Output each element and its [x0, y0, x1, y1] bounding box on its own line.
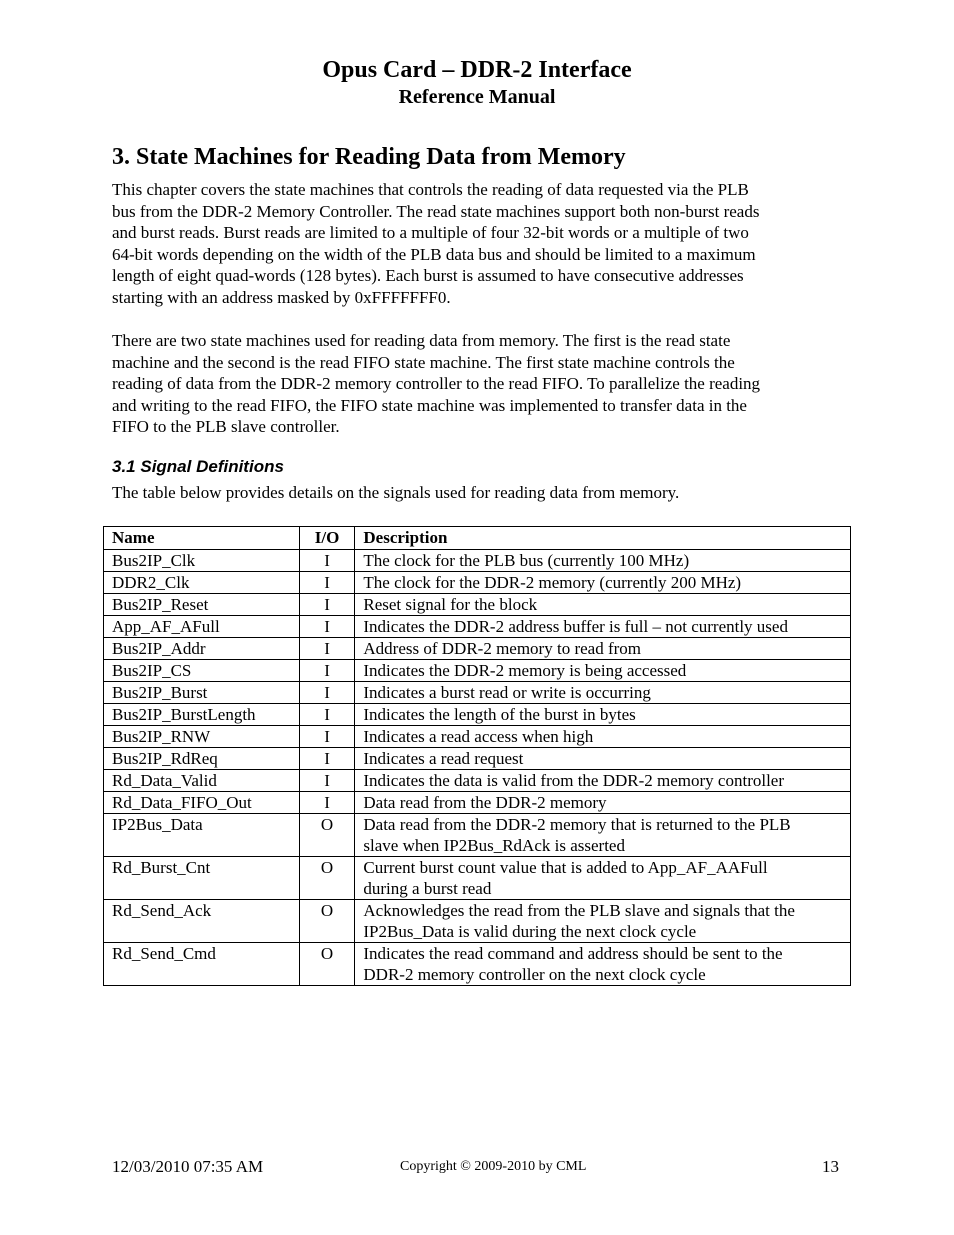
state-machines-paragraph — [112, 330, 847, 438]
signal-name: Bus2IP_CS — [104, 660, 300, 682]
footer-date: 12/03/2010 07:35 AM — [112, 1157, 264, 1176]
table-intro: The table below provides details on the signals used for reading data from memory. — [112, 483, 680, 502]
description-line: Data read from the DDR-2 memory that is returned to the PLB — [363, 815, 791, 834]
table-row — [104, 572, 851, 594]
signal-description — [355, 616, 851, 638]
signal-name: App_AF_AFull — [104, 616, 300, 638]
description-line: The clock for the DDR-2 memory (currently 200 MHz) — [363, 573, 742, 592]
signal-name: Rd_Send_Cmd — [104, 943, 300, 986]
signal-description — [355, 594, 851, 616]
signal-name: Bus2IP_Reset — [104, 594, 300, 616]
table-row — [104, 792, 851, 814]
signal-description — [355, 792, 851, 814]
description-line: Indicates a read request — [363, 749, 524, 768]
description-line: during a burst read — [363, 879, 492, 898]
signal-description — [355, 900, 851, 943]
signal-io: I — [299, 594, 355, 616]
paragraph-line: This chapter covers the state machines that controls the reading of data requested via the PLB — [112, 180, 749, 199]
table-header-row — [104, 527, 851, 550]
description-line: slave when IP2Bus_RdAck is asserted — [363, 836, 625, 855]
signal-io: I — [299, 748, 355, 770]
signal-description — [355, 660, 851, 682]
table-row — [104, 726, 851, 748]
signal-name: Rd_Data_Valid — [104, 770, 300, 792]
signal-description — [355, 726, 851, 748]
description-line: Acknowledges the read from the PLB slave and signals that the — [363, 901, 795, 920]
paragraph-line: starting with an address masked by 0xFFFFFFF0. — [112, 287, 451, 307]
signal-io: O — [299, 857, 355, 900]
description-line: Indicates the DDR-2 memory is being accessed — [363, 661, 687, 680]
signal-name: Bus2IP_Clk — [104, 550, 300, 572]
table-body — [104, 550, 851, 986]
signal-io: I — [299, 638, 355, 660]
table-row — [104, 704, 851, 726]
signal-io: O — [299, 814, 355, 857]
table-row — [104, 638, 851, 660]
signal-io: I — [299, 616, 355, 638]
signal-description — [355, 857, 851, 900]
signal-io: I — [299, 550, 355, 572]
table-row — [104, 814, 851, 857]
signal-description — [355, 770, 851, 792]
description-line: The clock for the PLB bus (currently 100 MHz) — [363, 551, 690, 570]
paragraph-line: reading of data from the DDR-2 memory controller to the read FIFO. To parallelize the reading — [112, 374, 761, 393]
paragraph-line: length of eight quad-words (128 bytes). Each burst is assumed to have consecutive addresses — [112, 266, 744, 285]
description-line: Indicates the length of the burst in bytes — [363, 705, 636, 724]
signal-io: I — [299, 660, 355, 682]
signal-io: I — [299, 726, 355, 748]
table-row — [104, 900, 851, 943]
paragraph-line: machine and the second is the read FIFO state machine. The first state machine controls the — [112, 352, 735, 372]
section-heading: 3. State Machines for Reading Data from Memory — [112, 144, 626, 170]
signal-name: Bus2IP_RNW — [104, 726, 300, 748]
signal-name: Bus2IP_Addr — [104, 638, 300, 660]
intro-paragraph — [112, 179, 847, 308]
description-line: DDR-2 memory controller on the next clock cycle — [363, 965, 706, 984]
signal-description — [355, 550, 851, 572]
description-line: Indicates a read access when high — [363, 727, 594, 746]
signal-description — [355, 704, 851, 726]
signal-io: I — [299, 572, 355, 594]
table-row — [104, 550, 851, 572]
document-title: Opus Card – DDR-2 Interface — [322, 57, 632, 83]
subsection-heading: 3.1 Signal Definitions — [112, 457, 284, 476]
signal-name: Bus2IP_BurstLength — [104, 704, 300, 726]
signal-description — [355, 748, 851, 770]
table-row — [104, 857, 851, 900]
description-line: Indicates a burst read or write is occurring — [363, 683, 651, 702]
signal-io: O — [299, 943, 355, 986]
signal-description — [355, 682, 851, 704]
signal-name: Bus2IP_RdReq — [104, 748, 300, 770]
description-line: IP2Bus_Data is valid during the next clock cycle — [363, 922, 697, 941]
paragraph-line: There are two state machines used for reading data from memory. The first is the read state — [112, 331, 731, 350]
signal-name: IP2Bus_Data — [104, 814, 300, 857]
document-subtitle: Reference Manual — [398, 86, 556, 108]
header-description: Description — [355, 527, 851, 550]
description-line: Data read from the DDR-2 memory — [363, 793, 607, 812]
paragraph-line: 64-bit words depending on the width of the PLB data bus and should be limited to a maximum — [112, 244, 756, 264]
signal-name: Rd_Burst_Cnt — [104, 857, 300, 900]
paragraph-line: and burst reads. Burst reads are limited to a multiple of four 32-bit words or a multiple of two — [112, 223, 749, 242]
signal-io: I — [299, 792, 355, 814]
signal-description — [355, 572, 851, 594]
paragraph-line: bus from the DDR-2 Memory Controller. The read state machines support both non-burst reads — [112, 201, 760, 221]
table-row — [104, 943, 851, 986]
signal-name: Rd_Send_Ack — [104, 900, 300, 943]
description-line: Indicates the DDR-2 address buffer is full – not currently used — [363, 617, 788, 636]
description-line: Reset signal for the block — [363, 595, 538, 614]
description-line: Indicates the read command and address should be sent to the — [363, 944, 783, 963]
footer-copyright: Copyright © 2009-2010 by CML — [400, 1159, 587, 1174]
header-name: Name — [104, 527, 300, 550]
page-number: 13 — [822, 1157, 839, 1176]
table-row — [104, 616, 851, 638]
signal-definitions-table — [103, 526, 851, 986]
header-io: I/O — [299, 527, 355, 550]
signal-description — [355, 814, 851, 857]
description-line: Address of DDR-2 memory to read from — [363, 639, 641, 658]
paragraph-line: FIFO to the PLB slave controller. — [112, 417, 340, 436]
signal-description — [355, 943, 851, 986]
signal-name: Bus2IP_Burst — [104, 682, 300, 704]
description-line: Current burst count value that is added to App_AF_AAFull — [363, 858, 768, 877]
table-row — [104, 748, 851, 770]
signal-io: I — [299, 704, 355, 726]
signal-io: I — [299, 770, 355, 792]
table-row — [104, 770, 851, 792]
signal-io: O — [299, 900, 355, 943]
signal-name: DDR2_Clk — [104, 572, 300, 594]
signal-description — [355, 638, 851, 660]
description-line: Indicates the data is valid from the DDR-2 memory controller — [363, 771, 785, 790]
table-row — [104, 594, 851, 616]
table-row — [104, 660, 851, 682]
signal-io: I — [299, 682, 355, 704]
signal-name: Rd_Data_FIFO_Out — [104, 792, 300, 814]
table-row — [104, 682, 851, 704]
paragraph-line: and writing to the read FIFO, the FIFO state machine was implemented to transfer data in the — [112, 395, 747, 415]
